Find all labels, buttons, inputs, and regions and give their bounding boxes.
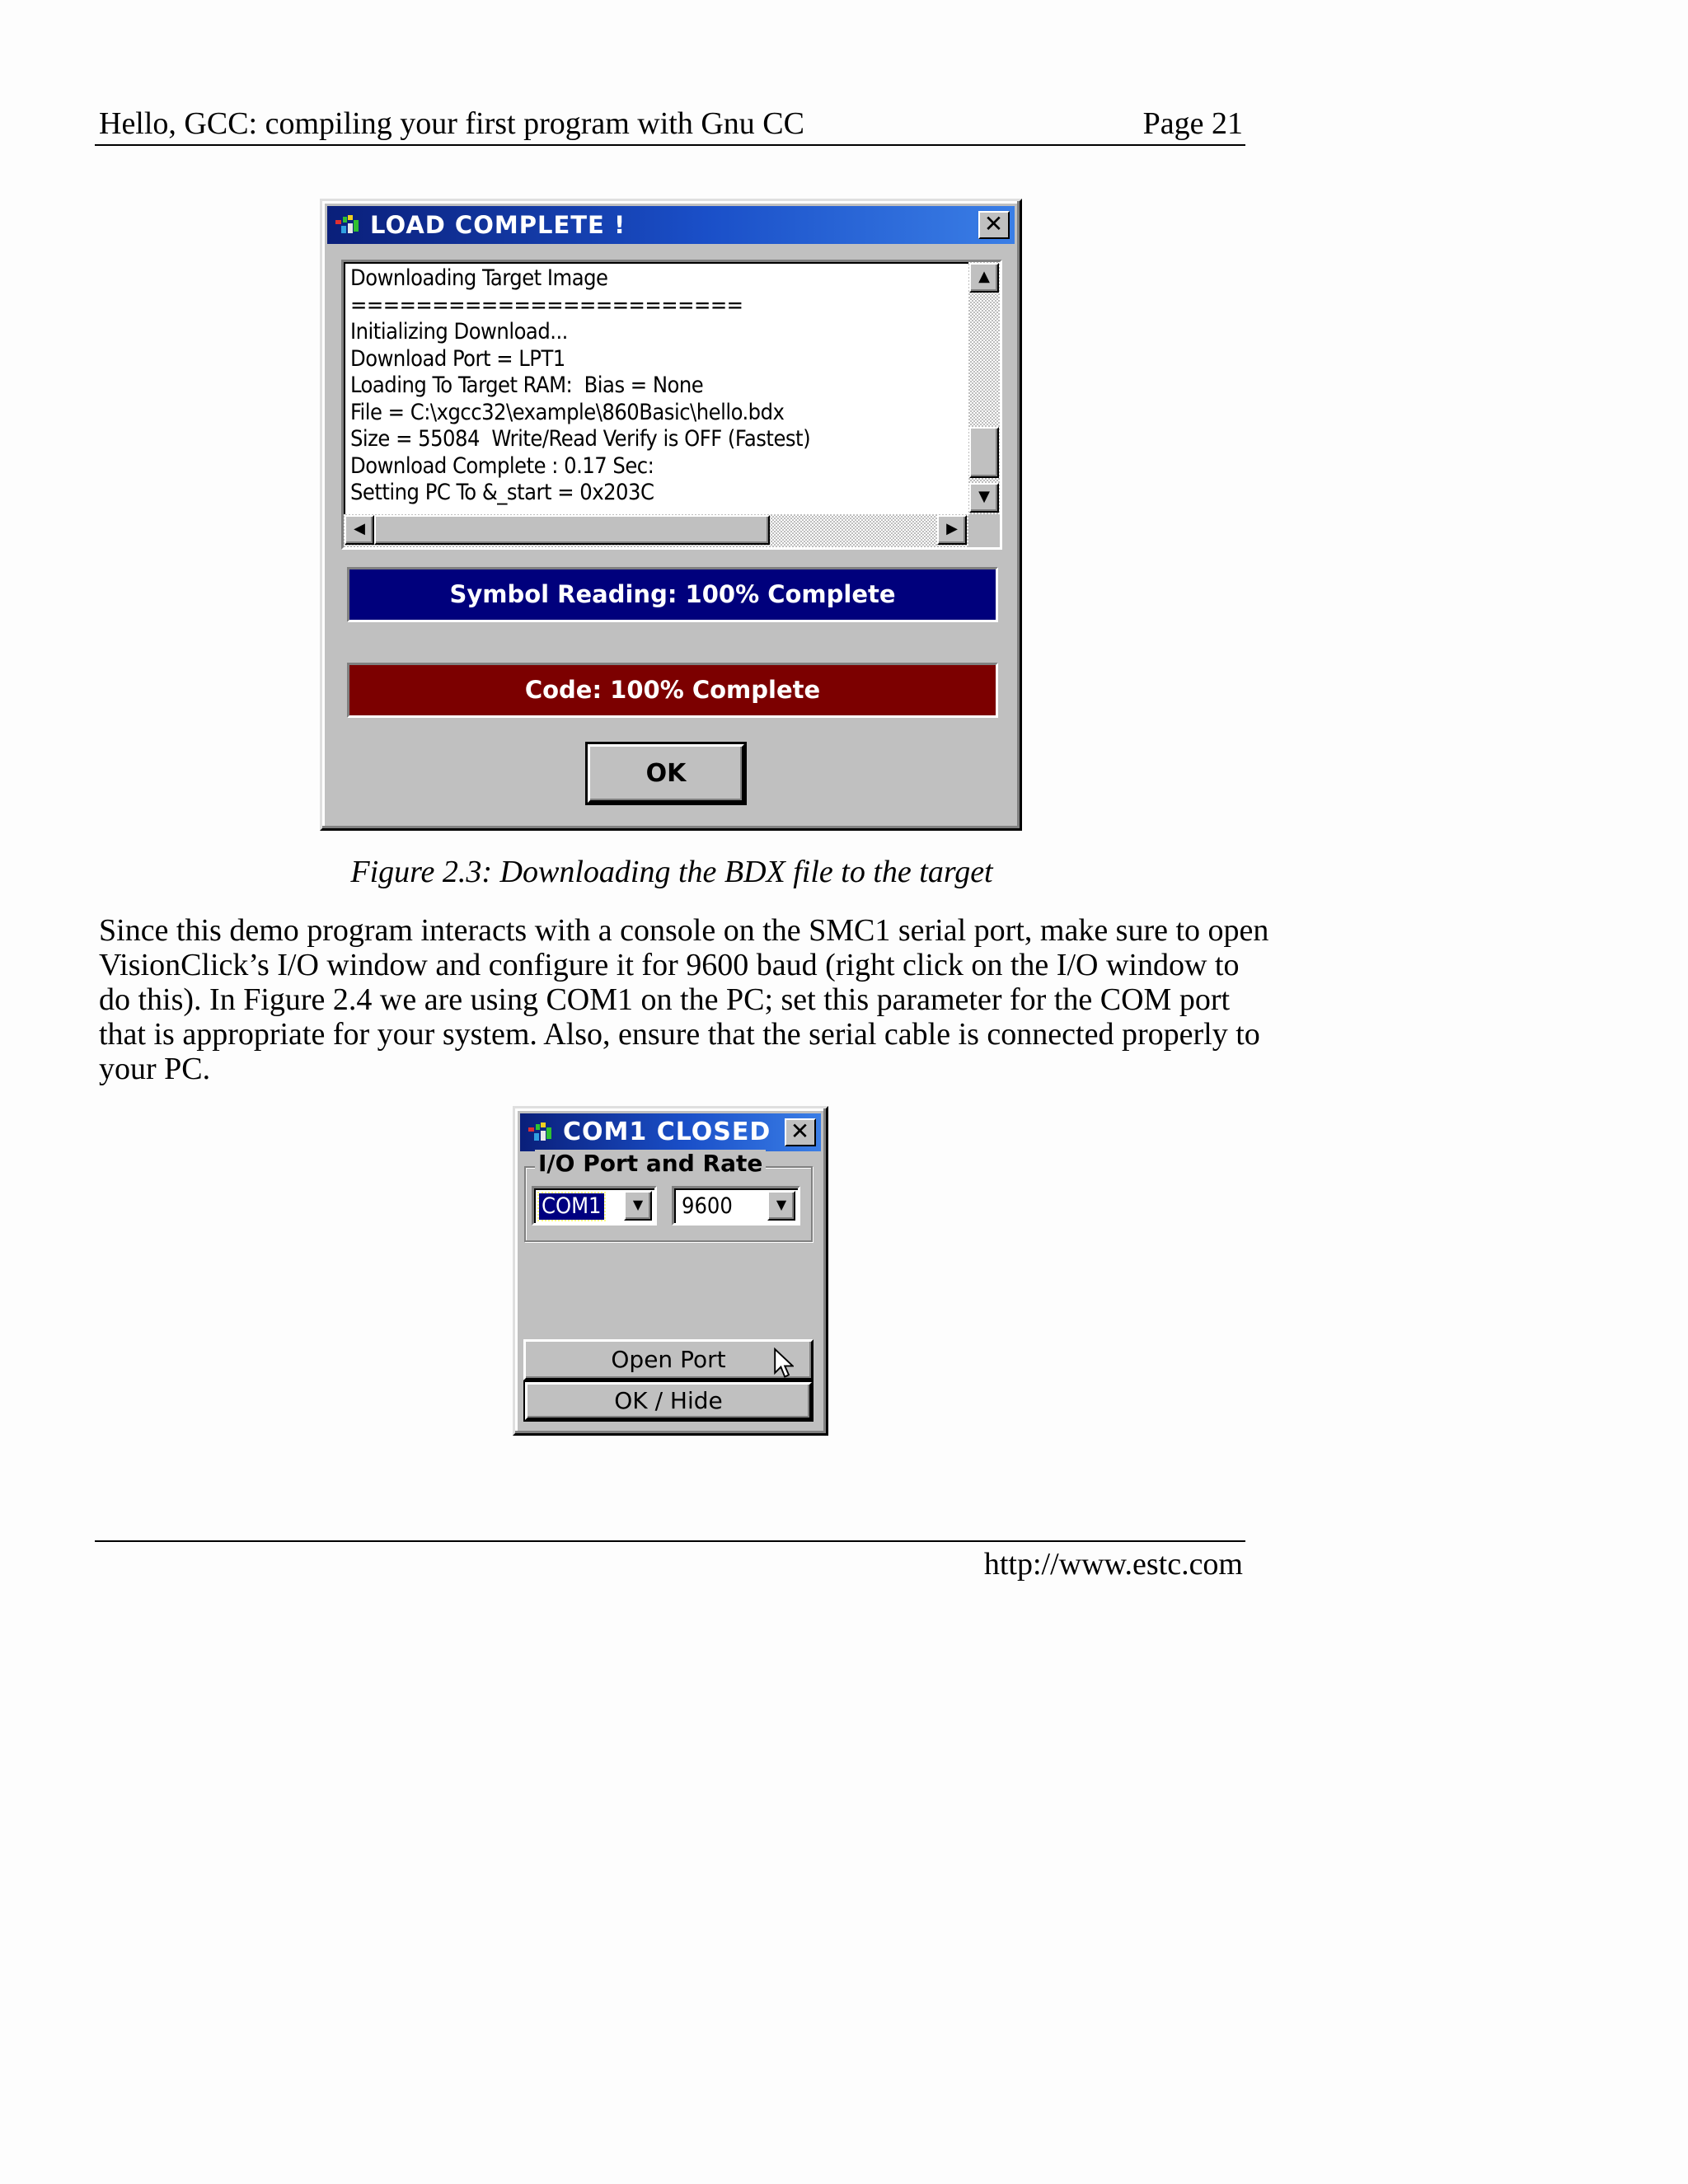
group-label: I/O Port and Rate: [535, 1150, 766, 1178]
paragraph-line: do this). In Figure 2.4 we are using COM1 on the PC; set this parameter for the COM port: [99, 982, 1231, 1017]
log-line: Setting PC To &_start = 0x203C: [350, 480, 654, 505]
dialog-title: COM1 CLOSED: [563, 1118, 771, 1146]
baud-rate-select-value: 9600: [682, 1193, 733, 1219]
code-progress-bar: [347, 663, 998, 718]
scrollbar-corner: [968, 514, 1000, 547]
scroll-down-icon[interactable]: ▼: [969, 483, 999, 513]
visionclick-app-icon: [527, 1121, 556, 1144]
log-line: Downloading Target Image: [350, 265, 608, 291]
close-icon[interactable]: ✕: [785, 1118, 816, 1146]
paragraph-line: that is appropriate for your system. Also, ensure that the serial cable is connected properly to: [99, 1017, 1260, 1052]
port-select[interactable]: [532, 1186, 657, 1226]
com-titlebar[interactable]: [520, 1113, 821, 1151]
body-paragraph: [99, 913, 1269, 1086]
log-line: Download Port = LPT1: [350, 345, 565, 372]
scroll-right-icon[interactable]: ▶: [937, 515, 967, 545]
log-line: Size = 55084 Write/Read Verify is OFF (Fastest): [350, 426, 811, 452]
horizontal-scroll-thumb[interactable]: [374, 515, 770, 545]
ok-hide-button[interactable]: OK / Hide: [525, 1382, 812, 1420]
visionclick-app-icon: [334, 213, 363, 237]
port-select-value: COM1: [539, 1193, 604, 1220]
log-line: Loading To Target RAM: Bias = None: [350, 373, 704, 398]
com-port-dialog: [513, 1106, 828, 1436]
log-line: Download Complete : 0.17 Sec:: [350, 452, 654, 479]
dialog-title: LOAD COMPLETE !: [370, 211, 626, 239]
scroll-up-icon[interactable]: ▲: [969, 263, 999, 293]
scroll-left-icon[interactable]: ◀: [345, 515, 374, 545]
footer-rule: [95, 1540, 1245, 1542]
footer-url: http://www.estc.com: [983, 1547, 1243, 1582]
figure-caption: Figure 2.3: Downloading the BDX file to the target: [350, 855, 993, 889]
download-log: [350, 265, 956, 517]
vertical-scroll-thumb[interactable]: [969, 427, 999, 478]
open-port-button[interactable]: Open Port: [523, 1339, 814, 1380]
log-line: Initializing Download...: [350, 319, 568, 344]
paragraph-line: VisionClick’s I/O window and configure it for 9600 baud (right click on the I/O window to: [99, 948, 1240, 982]
mouse-pointer-icon: [774, 1347, 794, 1380]
baud-rate-select[interactable]: [672, 1186, 800, 1226]
load-complete-titlebar[interactable]: [327, 206, 1015, 244]
symbol-progress-text: Symbol Reading: 100% Complete: [449, 580, 896, 608]
paragraph-line: your PC.: [99, 1052, 211, 1086]
ok-button[interactable]: OK: [588, 744, 744, 803]
paragraph-line: Since this demo program interacts with a console on the SMC1 serial port, make sure to open: [99, 913, 1269, 948]
code-progress-text: Code: 100% Complete: [524, 676, 821, 704]
symbol-progress-bar: [347, 567, 998, 622]
chevron-down-icon[interactable]: ▼: [624, 1191, 652, 1221]
chevron-down-icon[interactable]: ▼: [767, 1191, 795, 1221]
download-log-box[interactable]: [341, 260, 1002, 550]
log-line: File = C:\xgcc32\example\860Basic\hello.bdx: [350, 399, 785, 425]
page-number: Page 21: [1142, 106, 1243, 141]
header-rule: [95, 144, 1245, 146]
running-header-title: Hello, GCC: compiling your first program with Gnu CC: [99, 106, 805, 141]
log-line: ========================: [350, 292, 743, 318]
close-icon[interactable]: ✕: [978, 211, 1010, 239]
load-complete-dialog: [320, 199, 1022, 831]
